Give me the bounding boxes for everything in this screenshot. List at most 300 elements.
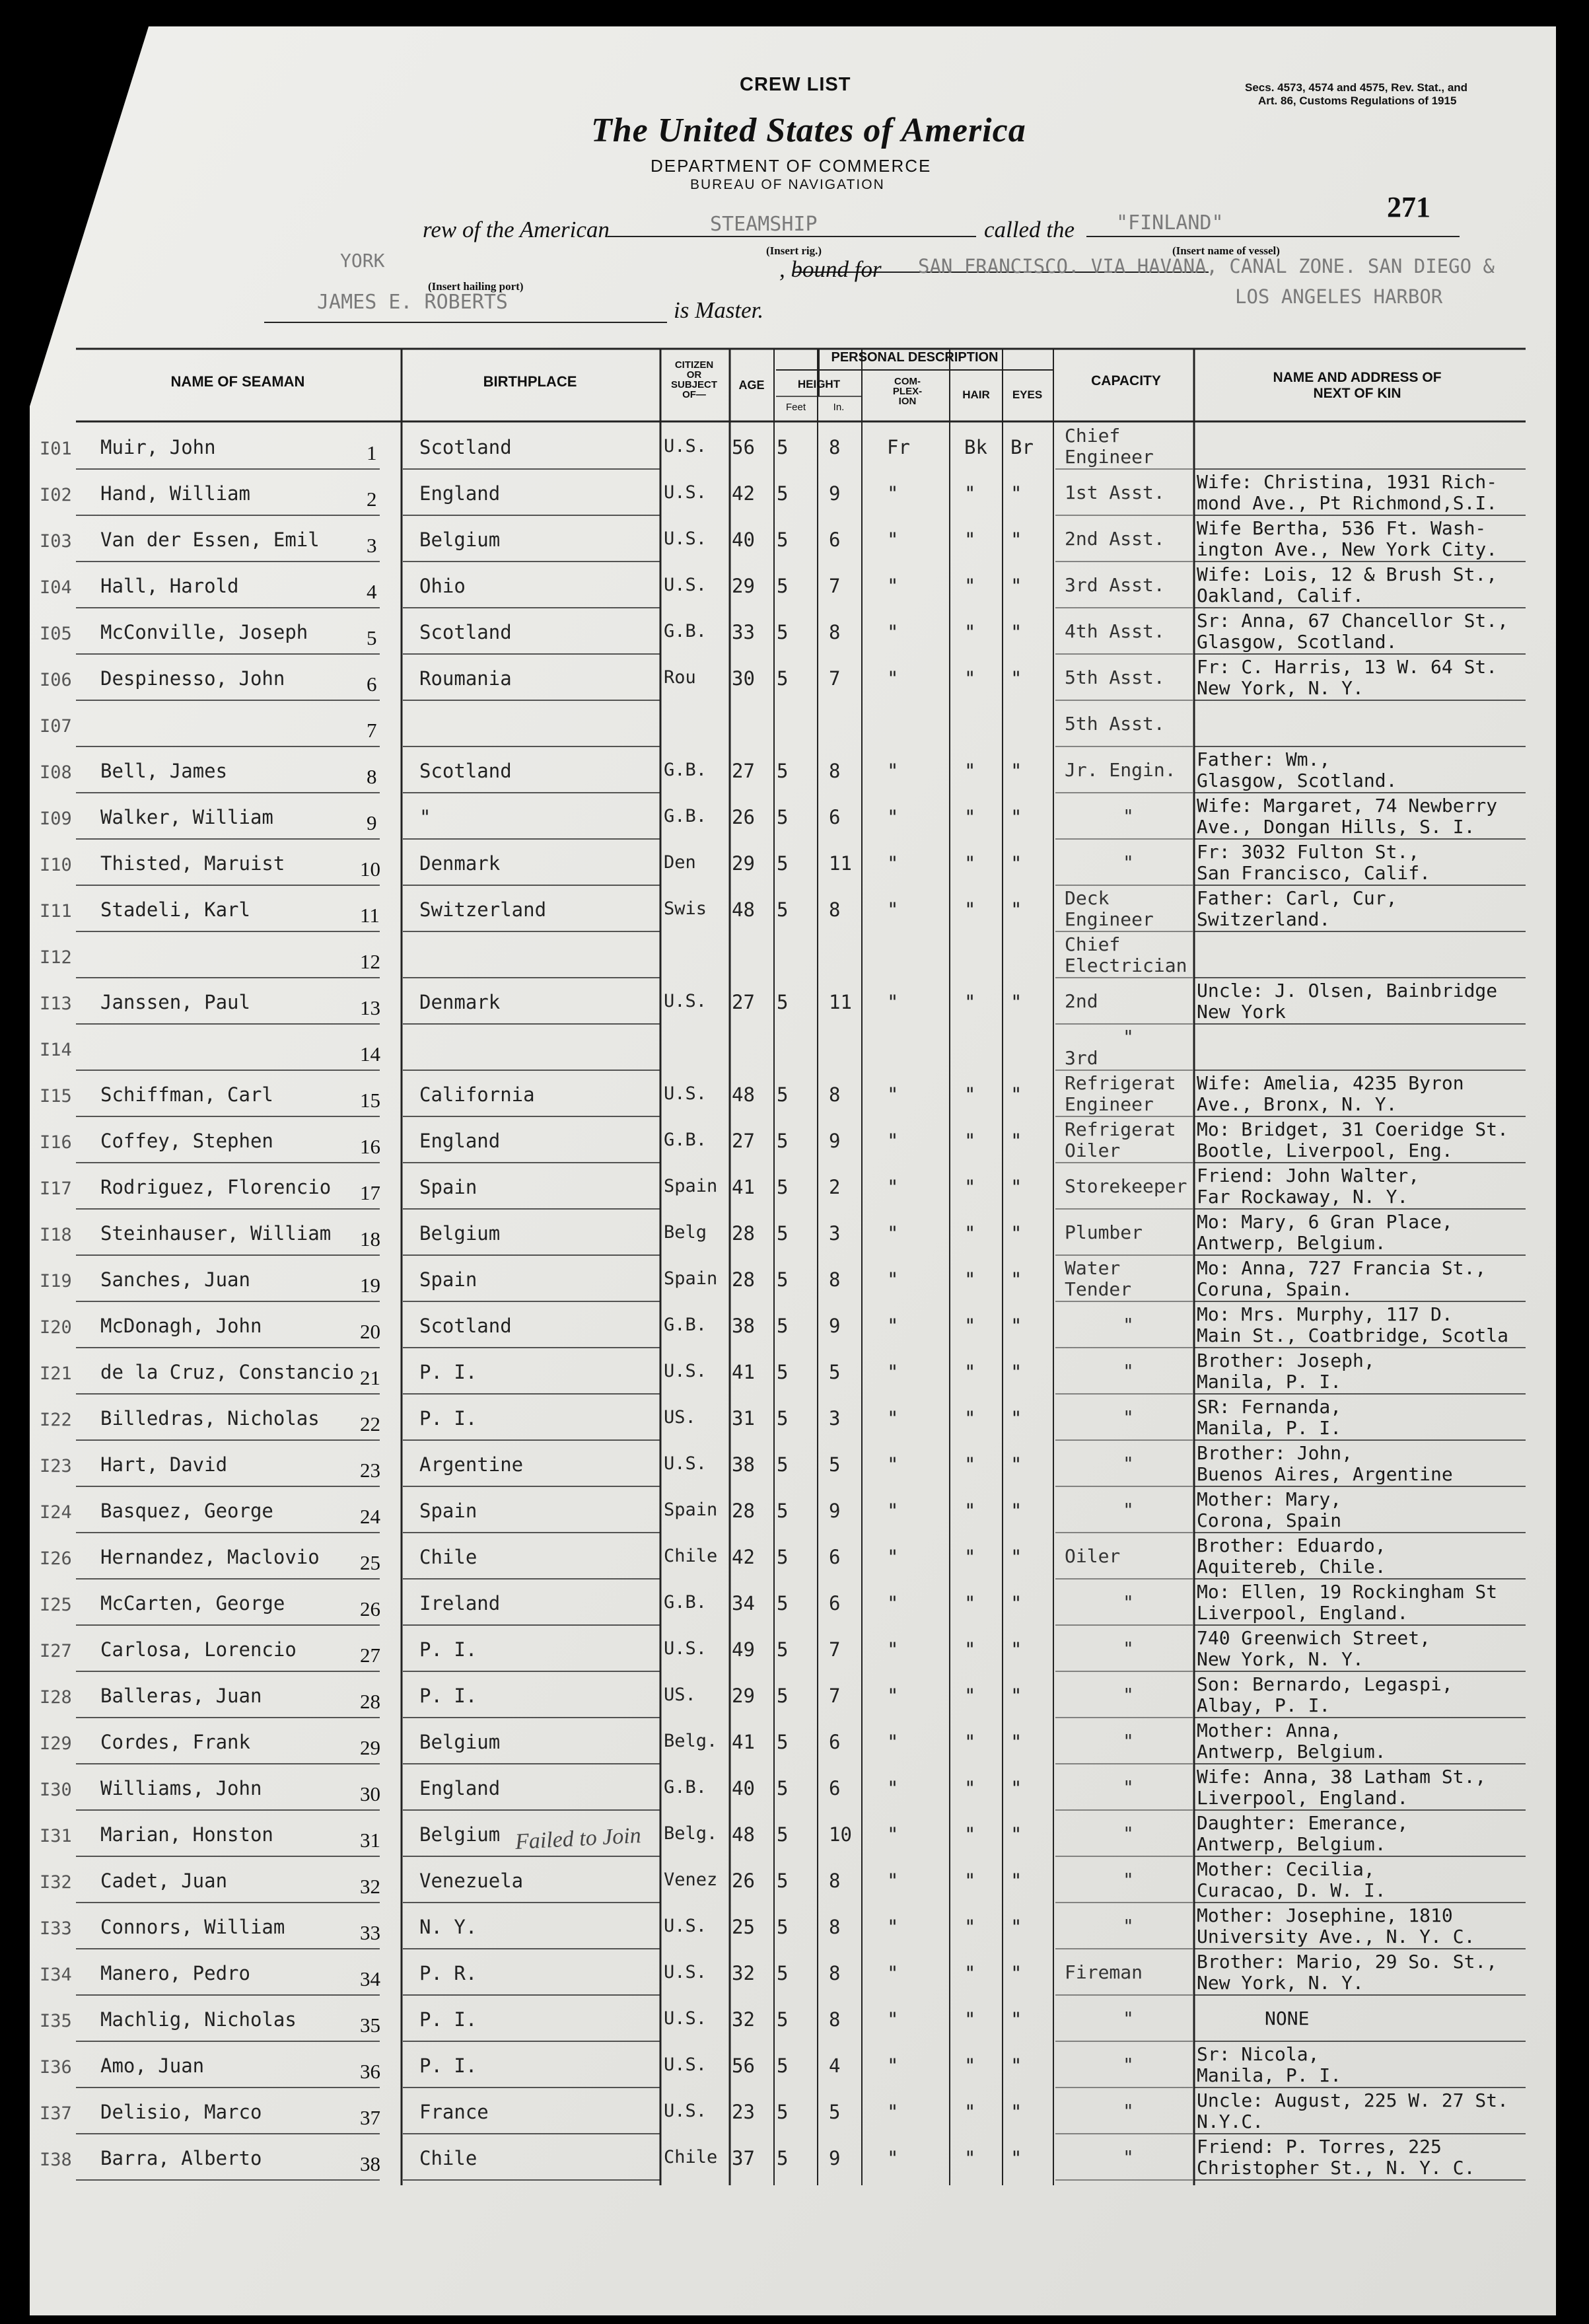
seaman-name: Barra, Alberto bbox=[100, 2147, 262, 2169]
row-number: 3 bbox=[367, 534, 377, 557]
next-of-kin: Son: Bernardo, Legaspi, bbox=[1197, 1673, 1453, 1695]
seaman-name: Steinhauser, William bbox=[100, 1222, 332, 1245]
complexion: " bbox=[887, 2008, 899, 2031]
age: 28 bbox=[732, 1500, 755, 1522]
capacity: " bbox=[1123, 1360, 1134, 1382]
hair: " bbox=[964, 1222, 976, 1245]
birthplace: Denmark bbox=[419, 852, 501, 875]
line-mark: I23 bbox=[40, 1456, 72, 1476]
insert-rig-label: (Insert rig.) bbox=[766, 244, 822, 257]
row-number: 23 bbox=[360, 1459, 380, 1482]
line-mark: I14 bbox=[40, 1040, 72, 1060]
eyes: " bbox=[1010, 2147, 1022, 2169]
age: 56 bbox=[732, 2054, 755, 2077]
birthplace: Argentine bbox=[419, 1453, 524, 1476]
next-of-kin: Liverpool, England. bbox=[1197, 1602, 1409, 1624]
next-of-kin: Antwerp, Belgium. bbox=[1197, 1232, 1386, 1254]
height-inches: 8 bbox=[829, 1916, 841, 1938]
crew-of-label: rew of the American bbox=[423, 217, 610, 242]
seaman-name: Machlig, Nicholas bbox=[100, 2008, 297, 2031]
next-of-kin: New York, N. Y. bbox=[1197, 1648, 1364, 1670]
age: 42 bbox=[732, 1546, 755, 1568]
hair: " bbox=[964, 1685, 976, 1707]
eyes: " bbox=[1010, 1823, 1022, 1846]
eyes: " bbox=[1010, 806, 1022, 828]
height-inches: 8 bbox=[829, 436, 841, 458]
seaman-name: Delisio, Marco bbox=[100, 2101, 262, 2123]
age: 27 bbox=[732, 760, 755, 782]
kin-header-line-2: NEXT OF KIN bbox=[1313, 386, 1401, 401]
citizenship: Spain bbox=[664, 1268, 718, 1289]
height-feet: 5 bbox=[777, 1592, 789, 1615]
citizenship: G.B. bbox=[664, 1315, 707, 1335]
eyes: " bbox=[1010, 2008, 1022, 2031]
line-mark: I38 bbox=[40, 2150, 72, 2170]
height-inches: 9 bbox=[829, 2147, 841, 2169]
next-of-kin: Glasgow, Scotland. bbox=[1197, 631, 1397, 653]
eyes: " bbox=[1010, 1407, 1022, 1430]
height-inches: 3 bbox=[829, 1407, 841, 1430]
citizenship: Venez bbox=[664, 1870, 718, 1890]
height-inches: 6 bbox=[829, 528, 841, 551]
age: 32 bbox=[732, 1962, 755, 1984]
eyes: " bbox=[1010, 1315, 1022, 1337]
next-of-kin: Coruna, Spain. bbox=[1197, 1278, 1353, 1300]
hair: " bbox=[964, 760, 976, 782]
complexion: " bbox=[887, 1361, 899, 1383]
next-of-kin: Liverpool, England. bbox=[1197, 1787, 1409, 1809]
next-of-kin: Mother: Cecilia, bbox=[1197, 1858, 1375, 1880]
col-header-feet: Feet bbox=[785, 402, 806, 413]
age: 49 bbox=[732, 1638, 755, 1661]
height-feet: 5 bbox=[777, 760, 789, 782]
height-inches: 2 bbox=[829, 1176, 841, 1198]
complexion: " bbox=[887, 1962, 899, 1984]
statute-line-1: Secs. 4573, 4574 and 4575, Rev. Stat., and bbox=[1245, 81, 1468, 94]
line-mark: I11 bbox=[40, 901, 72, 922]
height-feet: 5 bbox=[777, 1916, 789, 1938]
col-header-eyes: EYES bbox=[1012, 388, 1043, 401]
line-mark: I02 bbox=[40, 485, 72, 505]
hair: " bbox=[964, 1407, 976, 1430]
hair: " bbox=[964, 1777, 976, 1799]
seaman-name: Marian, Honston bbox=[100, 1823, 273, 1846]
birthplace: P. I. bbox=[419, 1407, 477, 1430]
citizenship: U.S. bbox=[664, 2101, 707, 2121]
birthplace: Ohio bbox=[419, 575, 466, 597]
height-feet: 5 bbox=[777, 1453, 789, 1476]
row-number: 21 bbox=[360, 1366, 380, 1389]
age: 25 bbox=[732, 1916, 755, 1938]
row-number: 2 bbox=[367, 488, 377, 511]
height-feet: 5 bbox=[777, 2147, 789, 2169]
seaman-name: Carlosa, Lorencio bbox=[100, 1638, 297, 1661]
seaman-name: Janssen, Paul bbox=[100, 991, 250, 1013]
eyes: " bbox=[1010, 1870, 1022, 1892]
hailing-port-fragment: YORK bbox=[340, 250, 385, 272]
age: 41 bbox=[732, 1731, 755, 1753]
row-number: 24 bbox=[360, 1505, 380, 1528]
col-header-personal: PERSONAL DESCRIPTION bbox=[831, 350, 999, 365]
eyes: " bbox=[1010, 621, 1022, 643]
row-number: 16 bbox=[360, 1135, 380, 1158]
line-mark: I08 bbox=[40, 762, 72, 783]
birthplace: Venezuela bbox=[419, 1870, 524, 1892]
hair: " bbox=[964, 1500, 976, 1522]
birthplace: Scotland bbox=[419, 760, 512, 782]
complexion: " bbox=[887, 1592, 899, 1615]
next-of-kin: Ave., Bronx, N. Y. bbox=[1197, 1093, 1397, 1115]
row-number: 4 bbox=[367, 580, 377, 603]
eyes: " bbox=[1010, 1222, 1022, 1245]
next-of-kin: Buenos Aires, Argentine bbox=[1197, 1463, 1453, 1485]
citizenship: G.B. bbox=[664, 806, 707, 826]
citizenship: U.S. bbox=[664, 482, 707, 503]
row-number: 19 bbox=[360, 1274, 380, 1297]
next-of-kin: Father: Carl, Cur, bbox=[1197, 887, 1397, 909]
row-number: 13 bbox=[360, 996, 380, 1019]
age: 27 bbox=[732, 991, 755, 1013]
complexion: " bbox=[887, 1546, 899, 1568]
citizenship: U.S. bbox=[664, 1361, 707, 1381]
next-of-kin: Wife: Margaret, 74 Newberry bbox=[1197, 795, 1498, 817]
eyes: " bbox=[1010, 1731, 1022, 1753]
height-inches: 5 bbox=[829, 1453, 841, 1476]
height-feet: 5 bbox=[777, 1962, 789, 1984]
citizenship: U.S. bbox=[664, 1962, 707, 1982]
row-number: 36 bbox=[360, 2060, 380, 2083]
height-feet: 5 bbox=[777, 806, 789, 828]
row-number: 31 bbox=[360, 1829, 380, 1852]
capacity: Storekeeper bbox=[1065, 1175, 1187, 1197]
row-number: 11 bbox=[360, 904, 380, 927]
height-inches: 6 bbox=[829, 1546, 841, 1568]
department-title: DEPARTMENT OF COMMERCE bbox=[651, 156, 932, 176]
complexion: " bbox=[887, 1222, 899, 1245]
age: 26 bbox=[732, 806, 755, 828]
row-number: 32 bbox=[360, 1875, 380, 1898]
row-number: 34 bbox=[360, 1967, 380, 1990]
height-inches: 8 bbox=[829, 2008, 841, 2031]
next-of-kin: Brother: Joseph, bbox=[1197, 1350, 1375, 1371]
birthplace: England bbox=[419, 1130, 501, 1152]
destination-line-2: LOS ANGELES HARBOR bbox=[1235, 285, 1443, 308]
next-of-kin: Fr: 3032 Fulton St., bbox=[1197, 841, 1420, 863]
capacity: " bbox=[1123, 1730, 1134, 1752]
height-inches: 5 bbox=[829, 2101, 841, 2123]
hair: " bbox=[964, 1083, 976, 1106]
height-feet: 5 bbox=[777, 528, 789, 551]
citizenship: G.B. bbox=[664, 1130, 707, 1150]
eyes: " bbox=[1010, 852, 1022, 875]
next-of-kin: Father: Wm., bbox=[1197, 748, 1331, 770]
col-header-complexion bbox=[865, 377, 950, 406]
height-feet: 5 bbox=[777, 2008, 789, 2031]
complexion: " bbox=[887, 2101, 899, 2123]
row-number: 5 bbox=[367, 626, 377, 649]
country-title: The United States of America bbox=[591, 112, 1026, 149]
height-feet: 5 bbox=[777, 1638, 789, 1661]
next-of-kin: Wife: Amelia, 4235 Byron bbox=[1197, 1072, 1464, 1094]
seaman-name: Stadeli, Karl bbox=[100, 898, 250, 921]
hair: " bbox=[964, 482, 976, 505]
next-of-kin: Albay, P. I. bbox=[1197, 1694, 1331, 1716]
col-header-age: AGE bbox=[738, 379, 765, 392]
line-mark: I24 bbox=[40, 1502, 72, 1523]
height-feet: 5 bbox=[777, 898, 789, 921]
citizenship: Rou bbox=[664, 667, 696, 688]
birthplace: N. Y. bbox=[419, 1916, 477, 1938]
complexion: " bbox=[887, 1870, 899, 1892]
citizenship: Chile bbox=[664, 2147, 718, 2167]
complexion: " bbox=[887, 2054, 899, 2077]
line-mark: I18 bbox=[40, 1225, 72, 1245]
next-of-kin: Manila, P. I. bbox=[1197, 2064, 1342, 2086]
complexion: " bbox=[887, 1083, 899, 1106]
age: 41 bbox=[732, 1176, 755, 1198]
age: 31 bbox=[732, 1407, 755, 1430]
eyes: " bbox=[1010, 1962, 1022, 1984]
row-number: 14 bbox=[360, 1042, 380, 1066]
capacity: 3rd Asst. bbox=[1065, 574, 1165, 596]
height-feet: 5 bbox=[777, 2054, 789, 2077]
eyes: " bbox=[1010, 1685, 1022, 1707]
next-of-kin: SR: Fernanda, bbox=[1197, 1396, 1342, 1418]
line-mark: I30 bbox=[40, 1780, 72, 1800]
citizenship: U.S. bbox=[664, 436, 707, 456]
seaman-name: Cadet, Juan bbox=[100, 1870, 228, 1892]
eyes: " bbox=[1010, 1176, 1022, 1198]
capacity: " bbox=[1123, 1869, 1134, 1891]
line-mark: I36 bbox=[40, 2057, 72, 2078]
eyes: " bbox=[1010, 2054, 1022, 2077]
birthplace: Scotland bbox=[419, 436, 512, 458]
seaman-name: Hall, Harold bbox=[100, 575, 239, 597]
eyes: " bbox=[1010, 1638, 1022, 1661]
next-of-kin: University Ave., N. Y. C. bbox=[1197, 1926, 1475, 1947]
height-inches: 8 bbox=[829, 1268, 841, 1291]
height-feet: 5 bbox=[777, 1315, 789, 1337]
eyes: " bbox=[1010, 898, 1022, 921]
complexion: " bbox=[887, 1315, 899, 1337]
capacity: " bbox=[1123, 1684, 1134, 1706]
height-feet: 5 bbox=[777, 1222, 789, 1245]
seaman-name: Hart, David bbox=[100, 1453, 228, 1476]
capacity: " bbox=[1123, 2100, 1134, 2122]
age: 28 bbox=[732, 1268, 755, 1291]
next-of-kin: Wife: Christina, 1931 Rich- bbox=[1197, 471, 1498, 493]
age: 34 bbox=[732, 1592, 755, 1615]
citizenship: U.S. bbox=[664, 2008, 707, 2029]
complexion: " bbox=[887, 1685, 899, 1707]
vessel-name: "FINLAND" bbox=[1116, 211, 1224, 235]
col-header-name: NAME OF SEAMAN bbox=[170, 373, 305, 390]
citizenship: Spain bbox=[664, 1500, 718, 1520]
capacity: " bbox=[1123, 1314, 1134, 1336]
hair: " bbox=[964, 1361, 976, 1383]
complexion: " bbox=[887, 1777, 899, 1799]
height-feet: 5 bbox=[777, 852, 789, 875]
row-number: 38 bbox=[360, 2152, 380, 2175]
seaman-name: Amo, Juan bbox=[100, 2054, 205, 2077]
col-header-height: HEIGHT bbox=[797, 378, 841, 390]
col-header-inches: In. bbox=[833, 402, 845, 413]
complexion: " bbox=[887, 1916, 899, 1938]
birthplace: Chile bbox=[419, 1546, 477, 1568]
hair: " bbox=[964, 1315, 976, 1337]
hair: " bbox=[964, 528, 976, 551]
complexion: " bbox=[887, 528, 899, 551]
complexion-line-2: PLEX- bbox=[892, 386, 923, 397]
height-inches: 3 bbox=[829, 1222, 841, 1245]
birthplace: Scotland bbox=[419, 1315, 512, 1337]
eyes: Br bbox=[1010, 436, 1034, 458]
capacity: 1st Asst. bbox=[1065, 482, 1165, 503]
height-feet: 5 bbox=[777, 1268, 789, 1291]
capacity: Water bbox=[1065, 1257, 1121, 1279]
birthplace: " bbox=[419, 806, 431, 828]
hair: Bk bbox=[964, 436, 987, 458]
eyes: " bbox=[1010, 1453, 1022, 1476]
row-number: 20 bbox=[360, 1320, 380, 1343]
next-of-kin: Sr: Nicola, bbox=[1197, 2043, 1320, 2065]
next-of-kin: Daughter: Emerance, bbox=[1197, 1812, 1409, 1834]
eyes: " bbox=[1010, 1083, 1022, 1106]
capacity: Oiler bbox=[1065, 1545, 1121, 1567]
row-number: 18 bbox=[360, 1227, 380, 1251]
row-number: 10 bbox=[360, 857, 380, 881]
capacity: " bbox=[1123, 852, 1134, 873]
age: 29 bbox=[732, 575, 755, 597]
capacity: " bbox=[1123, 1638, 1134, 1659]
capacity: Engineer bbox=[1065, 446, 1154, 468]
capacity: " bbox=[1123, 1453, 1134, 1474]
height-feet: 5 bbox=[777, 1823, 789, 1846]
birthplace: P. I. bbox=[419, 1685, 477, 1707]
next-of-kin: ington Ave., New York City. bbox=[1197, 538, 1498, 560]
age: 48 bbox=[732, 1083, 755, 1106]
birthplace: Switzerland bbox=[419, 898, 547, 921]
next-of-kin: Mo: Anna, 727 Francia St., bbox=[1197, 1257, 1487, 1279]
height-inches: 5 bbox=[829, 1361, 841, 1383]
hair: " bbox=[964, 898, 976, 921]
eyes: " bbox=[1010, 667, 1022, 690]
height-inches: 8 bbox=[829, 621, 841, 643]
row-number: 22 bbox=[360, 1412, 380, 1435]
complexion: " bbox=[887, 1500, 899, 1522]
line-mark: I03 bbox=[40, 531, 72, 552]
row-number: 30 bbox=[360, 1782, 380, 1805]
line-mark: I26 bbox=[40, 1548, 72, 1569]
next-of-kin: Mother: Josephine, 1810 bbox=[1197, 1905, 1453, 1926]
bureau-title: BUREAU OF NAVIGATION bbox=[690, 177, 885, 192]
age: 37 bbox=[732, 2147, 755, 2169]
complexion: " bbox=[887, 806, 899, 828]
row-number: 35 bbox=[360, 2014, 380, 2037]
page-number: 271 bbox=[1387, 191, 1430, 223]
capacity: " bbox=[1123, 2054, 1134, 2076]
next-of-kin: Friend: P. Torres, 225 bbox=[1197, 2136, 1442, 2158]
line-mark: I27 bbox=[40, 1641, 72, 1661]
seaman-name: McCarten, George bbox=[100, 1592, 285, 1615]
line-mark: I25 bbox=[40, 1595, 72, 1615]
capacity: " bbox=[1123, 1823, 1134, 1844]
age: 30 bbox=[732, 667, 755, 690]
next-of-kin: Ave., Dongan Hills, S. I. bbox=[1197, 816, 1475, 838]
next-of-kin: Antwerp, Belgium. bbox=[1197, 1741, 1386, 1762]
birthplace: P. I. bbox=[419, 2008, 477, 2031]
citizenship: U.S. bbox=[664, 1916, 707, 1936]
row-number: 29 bbox=[360, 1736, 380, 1759]
complexion: " bbox=[887, 621, 899, 643]
age: 23 bbox=[732, 2101, 755, 2123]
seaman-name: Cordes, Frank bbox=[100, 1731, 250, 1753]
hair: " bbox=[964, 575, 976, 597]
capacity: 4th Asst. bbox=[1065, 620, 1165, 642]
age: 40 bbox=[732, 1777, 755, 1799]
citizenship: U.S. bbox=[664, 991, 707, 1011]
citizenship: Chile bbox=[664, 1546, 718, 1566]
row-number: 17 bbox=[360, 1181, 380, 1204]
height-feet: 5 bbox=[777, 1083, 789, 1106]
line-mark: I17 bbox=[40, 1179, 72, 1199]
capacity: " bbox=[1123, 1915, 1134, 1937]
complexion: " bbox=[887, 852, 899, 875]
eyes: " bbox=[1010, 1361, 1022, 1383]
height-inches: 7 bbox=[829, 667, 841, 690]
complexion: " bbox=[887, 1268, 899, 1291]
seaman-name: Van der Essen, Emil bbox=[100, 528, 320, 551]
capacity: 5th Asst. bbox=[1065, 713, 1165, 735]
hair: " bbox=[964, 1823, 976, 1846]
height-feet: 5 bbox=[777, 1546, 789, 1568]
row-number: 12 bbox=[360, 950, 380, 973]
complexion: " bbox=[887, 991, 899, 1013]
height-inches: 8 bbox=[829, 760, 841, 782]
age: 33 bbox=[732, 621, 755, 643]
complexion-line-1: COM- bbox=[894, 376, 921, 387]
complexion: Fr bbox=[887, 436, 910, 458]
destination-line-1: SAN FRANCISCO. VIA HAVANA, CANAL ZONE. SAN DIEGO & bbox=[918, 255, 1495, 277]
line-mark: I07 bbox=[40, 716, 72, 737]
line-mark: I04 bbox=[40, 577, 72, 598]
height-feet: 5 bbox=[777, 575, 789, 597]
birthplace: P. I. bbox=[419, 2054, 477, 2077]
citizenship: Den bbox=[664, 852, 696, 873]
line-mark: I13 bbox=[40, 994, 72, 1014]
seaman-name: Basquez, George bbox=[100, 1500, 273, 1522]
seaman-name: Billedras, Nicholas bbox=[100, 1407, 320, 1430]
birthplace: Belgium bbox=[419, 1222, 501, 1245]
height-inches: 7 bbox=[829, 1685, 841, 1707]
capacity: Jr. Engin. bbox=[1065, 759, 1176, 781]
statute-line-2: Art. 86, Customs Regulations of 1915 bbox=[1258, 94, 1457, 107]
row-number: 1 bbox=[367, 441, 377, 464]
seaman-name: de la Cruz, Constancio bbox=[100, 1361, 355, 1383]
next-of-kin: Sr: Anna, 67 Chancellor St., bbox=[1197, 610, 1509, 632]
height-inches: 6 bbox=[829, 1731, 841, 1753]
line-mark: I34 bbox=[40, 1965, 72, 1985]
birthplace: P. R. bbox=[419, 1962, 477, 1984]
line-mark: I20 bbox=[40, 1317, 72, 1338]
eyes: " bbox=[1010, 2101, 1022, 2123]
seaman-name: Connors, William bbox=[100, 1916, 285, 1938]
next-of-kin: New York, N. Y. bbox=[1197, 1972, 1364, 1994]
next-of-kin: Mother: Mary, bbox=[1197, 1488, 1342, 1510]
age: 29 bbox=[732, 852, 755, 875]
citizenship: U.S. bbox=[664, 1083, 707, 1104]
col-header-citizen bbox=[662, 360, 726, 400]
